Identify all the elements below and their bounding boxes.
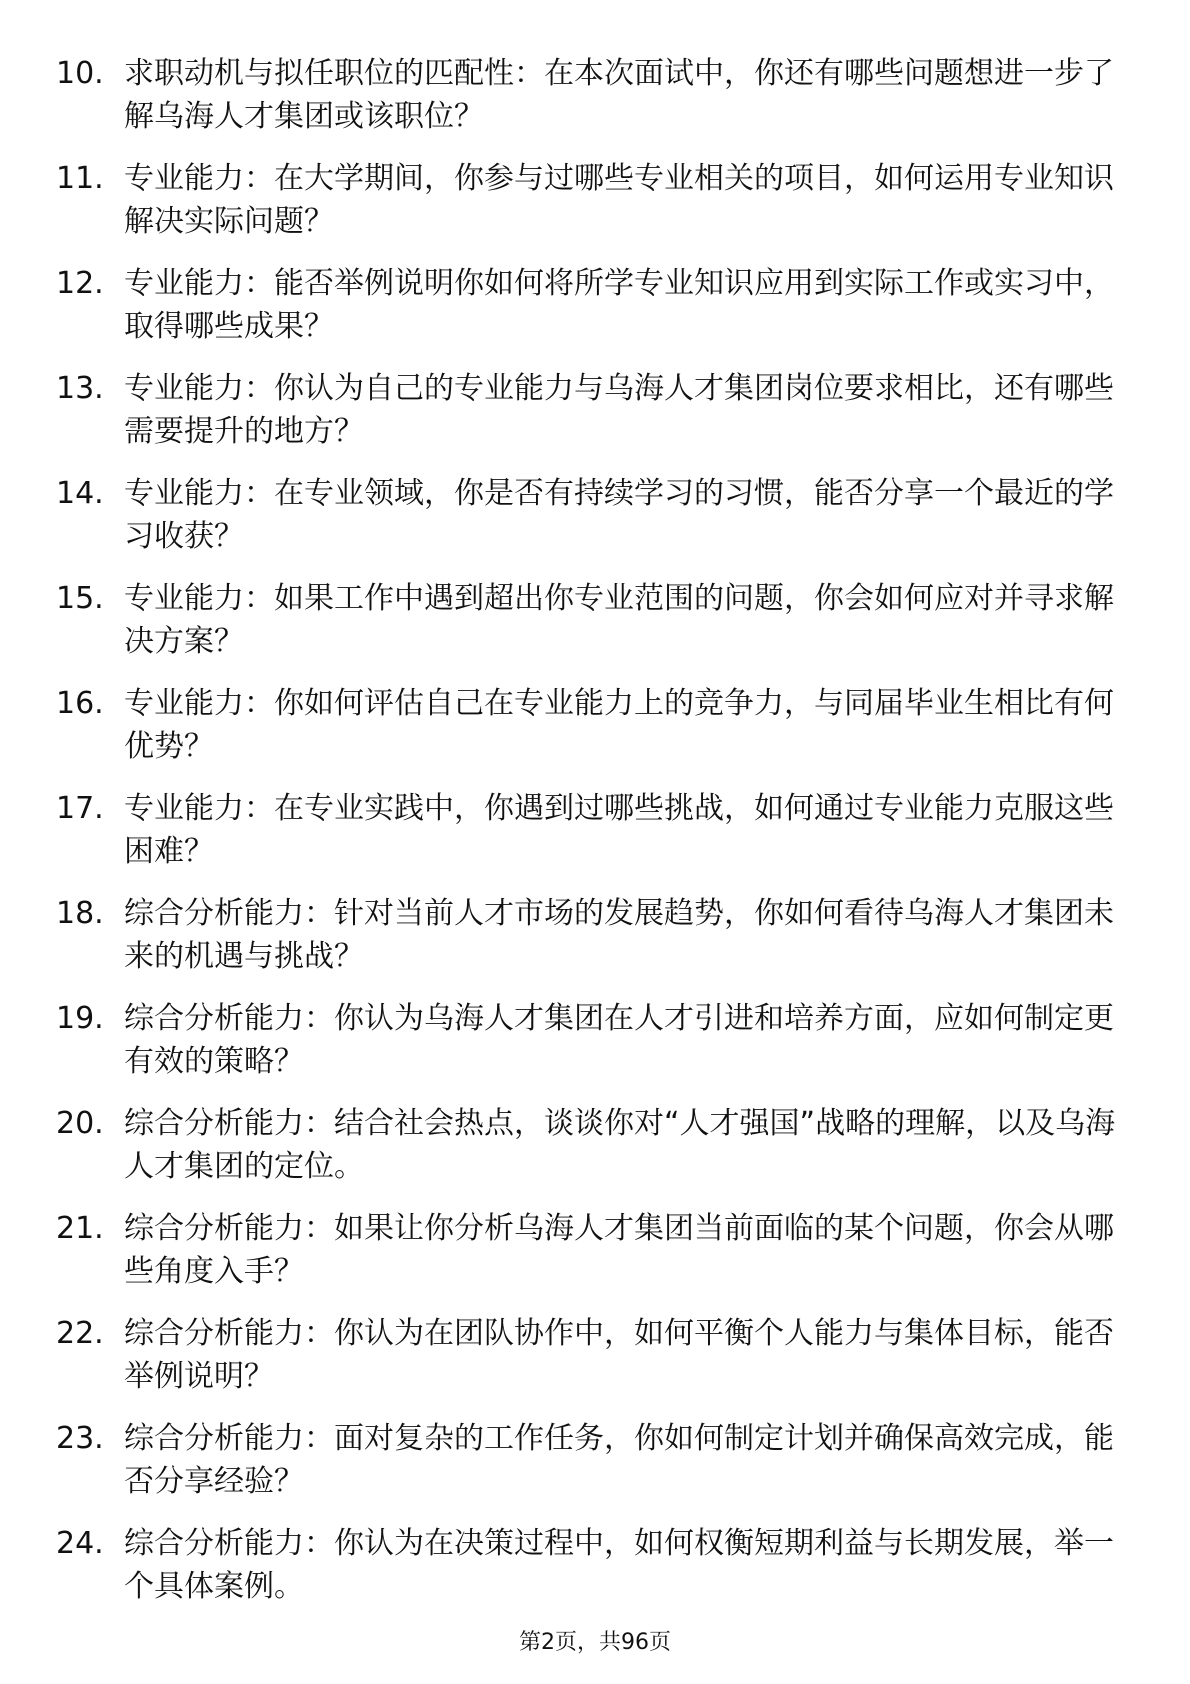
question-number: 10. [56,56,104,91]
question-number: 11. [56,161,104,196]
question-text: 专业能力：在专业实践中，你遇到过哪些挑战，如何通过专业能力克服这些困难？ [124,791,1114,869]
question-text: 专业能力：在专业领域，你是否有持续学习的习惯，能否分享一个最近的学习收获？ [124,476,1114,554]
list-item [56,682,1136,768]
question-text: 综合分析能力：面对复杂的工作任务，你如何制定计划并确保高效完成，能否分享经验？ [124,1421,1114,1499]
question-text: 综合分析能力：结合社会热点，谈谈你对“人才强国”战略的理解，以及乌海人才集团的定位。 [124,1106,1116,1184]
question-number: 18. [56,896,104,931]
question-number: 20. [56,1106,104,1141]
question-number: 19. [56,1001,104,1036]
question-number: 15. [56,581,104,616]
list-item [56,1312,1136,1398]
page-footer [0,1628,1190,1658]
question-text: 专业能力：在大学期间，你参与过哪些专业相关的项目，如何运用专业知识解决实际问题？ [124,161,1114,239]
question-text: 专业能力：你认为自己的专业能力与乌海人才集团岗位要求相比，还有哪些需要提升的地方？ [124,371,1114,449]
question-number: 21. [56,1211,104,1246]
question-text: 综合分析能力：你认为在决策过程中，如何权衡短期利益与长期发展，举一个具体案例。 [124,1526,1114,1604]
question-number: 16. [56,686,104,721]
question-number: 13. [56,371,104,406]
question-text: 专业能力：能否举例说明你如何将所学专业知识应用到实际工作或实习中，取得哪些成果？ [124,266,1114,344]
list-item [56,892,1136,978]
list-item [56,262,1136,348]
question-text: 专业能力：如果工作中遇到超出你专业范围的问题，你会如何应对并寻求解决方案？ [124,581,1114,659]
list-item [56,787,1136,873]
list-item [56,1102,1136,1188]
list-item [56,472,1136,558]
question-text: 综合分析能力：你认为乌海人才集团在人才引进和培养方面，应如何制定更有效的策略？ [124,1001,1114,1079]
page-indicator: 第2页，共96页 [519,1630,671,1655]
question-text: 综合分析能力：如果让你分析乌海人才集团当前面临的某个问题，你会从哪些角度入手？ [124,1211,1114,1289]
list-item [56,577,1136,663]
question-number: 12. [56,266,104,301]
list-item [56,157,1136,243]
list-item [56,52,1136,138]
question-number: 17. [56,791,104,826]
question-text: 综合分析能力：针对当前人才市场的发展趋势，你如何看待乌海人才集团未来的机遇与挑战？ [124,896,1114,974]
question-number: 22. [56,1316,104,1351]
question-number: 23. [56,1421,104,1456]
question-text: 专业能力：你如何评估自己在专业能力上的竞争力，与同届毕业生相比有何优势？ [124,686,1114,764]
list-item [56,367,1136,453]
question-number: 14. [56,476,104,511]
question-text: 综合分析能力：你认为在团队协作中，如何平衡个人能力与集体目标，能否举例说明？ [124,1316,1114,1394]
list-item [56,1207,1136,1293]
list-item [56,1522,1136,1608]
question-text: 求职动机与拟任职位的匹配性：在本次面试中，你还有哪些问题想进一步了解乌海人才集团或该职位？ [124,56,1114,134]
question-list [56,52,1136,1627]
list-item [56,1417,1136,1503]
question-number: 24. [56,1526,104,1561]
list-item [56,997,1136,1083]
